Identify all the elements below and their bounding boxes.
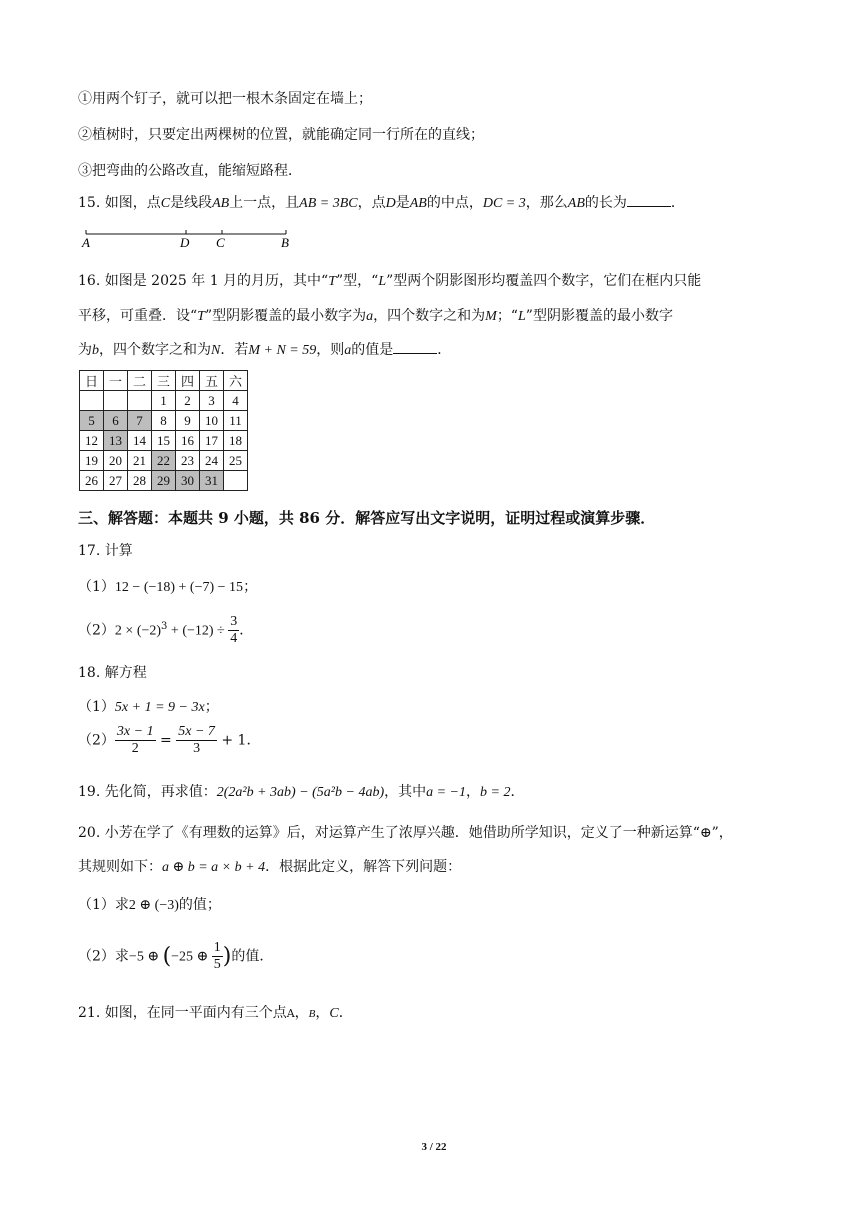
calendar-header-row — [80, 371, 248, 391]
calendar-week-row — [80, 391, 248, 411]
calendar-day-cell: 24 — [200, 451, 224, 471]
calendar-day-cell — [224, 471, 248, 491]
calendar-day-cell: 13 — [104, 431, 128, 451]
question-17-title: 17. 计算 — [78, 543, 133, 559]
fraction: $\frac{3}{4}$ — [230, 614, 238, 646]
calendar-day-cell: 7 — [128, 411, 152, 431]
calendar-day-cell: 17 — [200, 431, 224, 451]
calendar-day-cell: 25 — [224, 451, 248, 471]
calendar-day-cell: 3 — [200, 391, 224, 411]
question-20-part-2: （2）求−5 ⊕ (−25 ⊕ $\frac{1}{5}$ )的值． — [78, 940, 274, 972]
calendar-day-cell: 27 — [104, 471, 128, 491]
calendar-week-row — [80, 451, 248, 471]
statement-2: ②植树时，只要定出两棵树的位置，就能确定同一行所在的直线； — [78, 127, 484, 143]
calendar-day-cell: 22 — [152, 451, 176, 471]
calendar-day-cell: 9 — [176, 411, 200, 431]
question-16-line-2: 平移，可重叠．设“T”型阴影覆盖的最小数字为a，四个数字之和为M；“L”型阴影覆盖的最小数字 — [78, 308, 673, 324]
statement-1: ①用两个钉子，就可以把一根木条固定在墙上； — [78, 91, 372, 107]
calendar-day-cell: 4 — [224, 391, 248, 411]
calendar-day-cell: 19 — [80, 451, 104, 471]
calendar-day-cell: 8 — [152, 411, 176, 431]
calendar-weekday-header: 六 — [224, 371, 248, 391]
calendar-day-cell: 20 — [104, 451, 128, 471]
calendar-day-cell: 26 — [80, 471, 104, 491]
calendar-day-cell: 28 — [128, 471, 152, 491]
point-label-c: C — [216, 235, 225, 250]
calendar-day-cell: 29 — [152, 471, 176, 491]
point-label-b: B — [281, 235, 289, 250]
point-label-d: D — [180, 235, 190, 250]
calendar-week-row — [80, 411, 248, 431]
point-label-a: A — [82, 235, 90, 250]
answer-blank — [627, 206, 671, 207]
fraction: $\frac{3x - 1}{2}$ — [116, 724, 154, 756]
calendar-weekday-header: 五 — [200, 371, 224, 391]
statement-3: ③把弯曲的公路改直，能缩短路程． — [78, 163, 302, 179]
calendar-week-row — [80, 431, 248, 451]
question-16-line-1: 16. 如图是 2025 年 1 月的月历，其中“T”型，“L”型两个阴影图形均覆盖四个数字，它们在框内只能 — [78, 273, 702, 289]
calendar-weekday-header: 一 — [104, 371, 128, 391]
question-21: 21. 如图，在同一平面内有三个点A，B，C． — [78, 1005, 353, 1021]
calendar-day-cell: 18 — [224, 431, 248, 451]
calendar-table — [79, 370, 248, 491]
question-20-part-1: （1）求2 ⊕ (−3)的值； — [78, 897, 221, 913]
fraction: $\frac{1}{5}$ — [213, 940, 221, 972]
fraction: $\frac{5x - 7}{3}$ — [178, 724, 215, 756]
calendar-day-cell: 2 — [176, 391, 200, 411]
calendar-day-cell — [80, 391, 104, 411]
question-16-line-3: 为b，四个数字之和为N．若M + N = 59，则a的值是 ． — [78, 342, 452, 358]
calendar-day-cell: 31 — [200, 471, 224, 491]
calendar-day-cell: 30 — [176, 471, 200, 491]
calendar-day-cell: 16 — [176, 431, 200, 451]
question-19: 19. 先化简，再求值：2(2a²b + 3ab) − (5a²b − 4ab)，其中a = −1，b = 2． — [78, 784, 525, 800]
calendar-weekday-header: 四 — [176, 371, 200, 391]
question-18-title: 18. 解方程 — [78, 665, 147, 681]
question-18-part-1: （1）5x + 1 = 9 − 3x； — [78, 699, 219, 715]
calendar-day-cell: 11 — [224, 411, 248, 431]
calendar-day-cell: 12 — [80, 431, 104, 451]
calendar-day-cell: 10 — [200, 411, 224, 431]
calendar-day-cell: 1 — [152, 391, 176, 411]
question-20-line-1: 20. 小芳在学了《有理数的运算》后，对运算产生了浓厚兴趣．她借助所学知识，定义了一种新运算“⊕”， — [78, 825, 733, 841]
calendar-weekday-header: 三 — [152, 371, 176, 391]
calendar-day-cell: 5 — [80, 411, 104, 431]
page-number: 3 / 22 — [421, 1141, 447, 1153]
calendar-day-cell: 6 — [104, 411, 128, 431]
calendar-day-cell: 21 — [128, 451, 152, 471]
question-17-part-1: （1）12 − (−18) + (−7) − 15； — [78, 579, 258, 595]
question-17-part-2: $(2)2 \times (-2)^3 + (-12)$ ÷ $\frac{3}{4}$ ． — [78, 614, 254, 646]
calendar-week-row — [80, 471, 248, 491]
calendar-weekday-header: 二 — [128, 371, 152, 391]
section-3-heading: 三、解答题：本题共 9 小题，共 86 分．解答应写出文字说明，证明过程或演算步骤． — [78, 509, 656, 527]
calendar-day-cell — [104, 391, 128, 411]
line-segment-figure — [80, 225, 300, 251]
calendar-day-cell: 15 — [152, 431, 176, 451]
calendar-day-cell — [128, 391, 152, 411]
calendar-day-cell: 23 — [176, 451, 200, 471]
calendar-weekday-header: 日 — [80, 371, 104, 391]
question-20-line-2: 其规则如下：a ⊕ b = a × b + 4．根据此定义，解答下列问题： — [78, 859, 462, 875]
question-18-part-2: （2） $\frac{3x - 1}{2}$ = $\frac{5x - 7}{3}$ + 1． — [78, 724, 261, 756]
answer-blank — [393, 353, 437, 354]
question-15: 15. 如图，点C是线段AB上一点，且AB = 3BC，点D是AB的中点，DC = 3，那么AB的长为 ． — [78, 195, 685, 211]
calendar-day-cell: 14 — [128, 431, 152, 451]
